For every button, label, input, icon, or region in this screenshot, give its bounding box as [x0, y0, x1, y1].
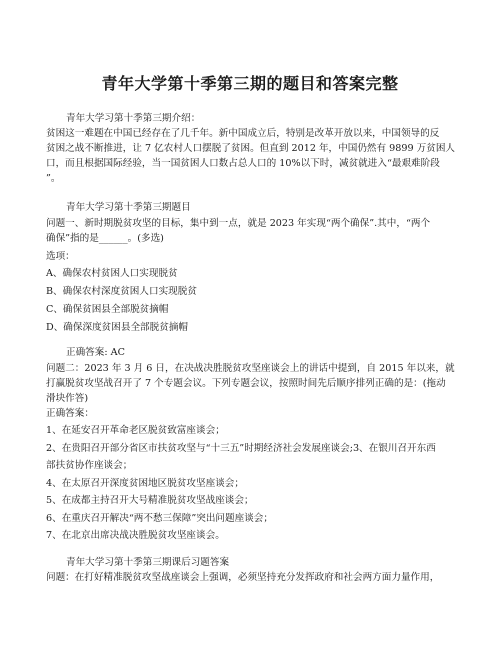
q2-answer-line: 部扶贫协作座谈会；	[46, 460, 133, 471]
q1-option-d: D、确保深度贫困县全部脱贫摘帽	[46, 322, 189, 333]
intro-heading: 青年大学习第十季第三期介绍：	[66, 113, 201, 124]
q1-question-line: 确保”指的是______。(多选)	[46, 233, 164, 244]
q2-answer-line: 2、在贵阳召开部分省区市扶贫攻坚与“十三五”时期经济社会发展座谈会;3、在银川召开东西	[46, 443, 436, 454]
q1-option-c: C、确保贫困县全部脱贫摘帽	[46, 304, 169, 315]
q2-answer-line: 1、在延安召开革命老区脱贫致富座谈会；	[46, 425, 225, 436]
q2-answer-line: 6、在重庆召开解决“两不愁三保障”突出问题座谈会；	[46, 513, 273, 524]
q2-question-line: 问题二：2023 年 3 月 6 日，在决战决胜脱贫攻坚座谈会上的讲话中提到，自 2015 年以来，就	[46, 363, 455, 374]
q2-answer-line: 4、在太原召开深度贫困地区脱贫攻坚座谈会；	[46, 478, 244, 489]
intro-line: 贫困之战不断推进，让 7 亿农村人口摆脱了贫困。但直到 2012 年，中国仍然有 9899 万贫困人	[46, 143, 456, 154]
q3-heading: 青年大学习第十季第三期课后习题答案	[66, 557, 230, 568]
q2-answer-label: 正确答案：	[46, 408, 94, 419]
intro-line: ”。	[46, 173, 61, 184]
q2-answer-line: 5、在成都主持召开大号精准脱贫攻坚战座谈会；	[46, 495, 254, 506]
page-title: 青年大学第十季第三期的题目和答案完整	[101, 74, 399, 93]
q3-question-line: 问题：在打好精准脱贫攻坚战座谈会上强调，必须坚持充分发挥政府和社会两方面力量作用，	[46, 572, 440, 583]
q2-answer-line: 7、在北京出席决战决胜脱贫攻坚座谈会。	[46, 530, 225, 541]
q2-question-line: 打赢脱贫攻坚战召开了 7 个专题会议。下列专题会议，按照时间先后顺序排列正确的是：(拖动	[46, 378, 446, 389]
q1-option-a: A、确保农村贫困人口实现脱贫	[46, 268, 178, 279]
q1-option-b: B、确保农村深度贫困人口实现脱贫	[46, 286, 197, 297]
q1-heading: 青年大学习第十季第三期题目	[66, 202, 191, 213]
intro-line: 口，而且根据国际经验，当一国贫困人口数占总人口的 10%以下时，减贫就进入“最艰难阶段	[46, 158, 440, 169]
q1-answer: 正确答案: AC	[66, 347, 125, 358]
q1-question-line: 问题一、新时期脱贫攻坚的目标，集中到一点，就是 2023 年实现“两个确保”.其中，“两个	[46, 218, 431, 229]
intro-line: 贫困这一难题在中国已经存在了几千年。新中国成立后，特别是改革开放以来，中国领导的反	[46, 128, 440, 139]
q2-question-line: 滑块作答)	[46, 393, 89, 404]
q1-options-label: 选项：	[46, 251, 75, 262]
